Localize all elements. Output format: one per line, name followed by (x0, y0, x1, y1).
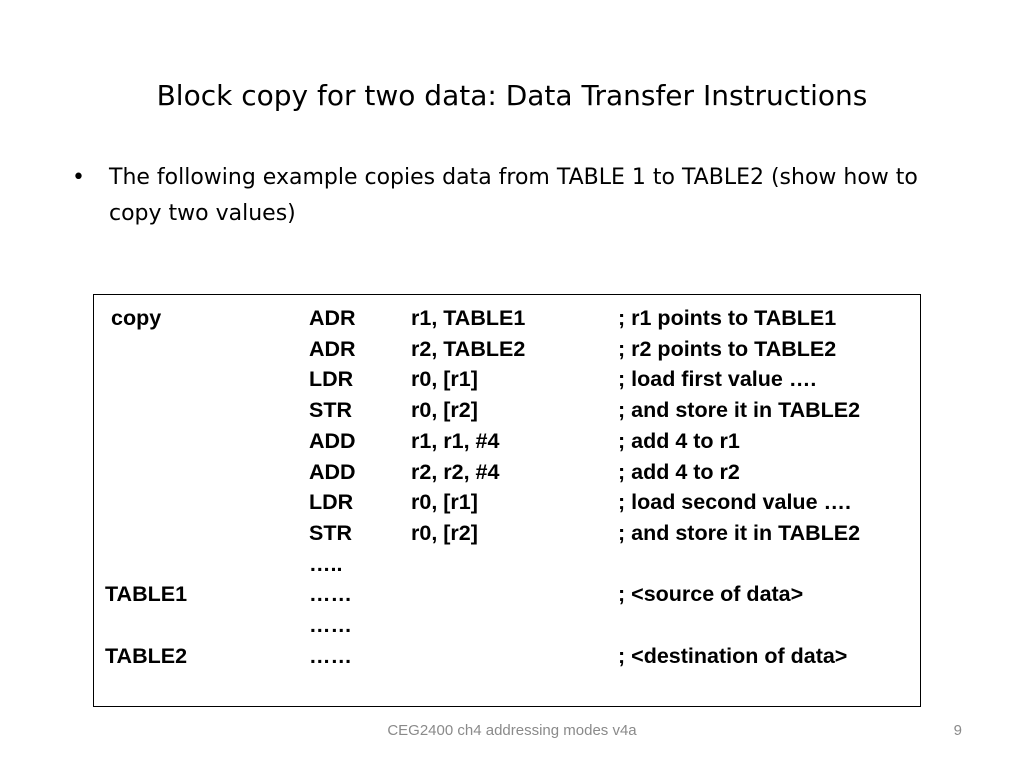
code-mnemonic: LDR (309, 490, 354, 515)
page-number: 9 (953, 722, 962, 739)
code-line (94, 303, 920, 334)
code-line (94, 426, 920, 457)
code-mnemonic: ADR (309, 336, 356, 361)
code-line (94, 518, 920, 549)
code-comment: ; load second value …. (618, 490, 851, 515)
code-mnemonic: …… (309, 613, 352, 637)
code-comment: ; <source of data> (618, 582, 804, 607)
code-comment: ; load first value …. (618, 367, 817, 392)
code-mnemonic: ADD (309, 459, 356, 484)
code-comment: ; and store it in TABLE2 (618, 520, 861, 545)
code-mnemonic: …… (309, 582, 352, 607)
code-comment: ; add 4 to r1 (618, 428, 740, 453)
code-mnemonic: ….. (309, 551, 343, 576)
code-comment: ; r2 points to TABLE2 (618, 336, 837, 361)
code-mnemonic: STR (309, 520, 352, 545)
slide-title: Block copy for two data: Data Transfer Instructions (156, 79, 868, 112)
code-line (94, 641, 920, 672)
code-comment: ; r1 points to TABLE1 (618, 306, 837, 330)
code-line (94, 579, 920, 610)
code-operands: r0, [r1] (411, 367, 478, 392)
code-label: TABLE2 (105, 643, 188, 668)
code-operands: r1, r1, #4 (411, 428, 500, 453)
code-operands: r2, TABLE2 (411, 336, 526, 361)
code-label: copy (111, 306, 162, 330)
bullet-dot: • (72, 165, 85, 190)
bullet-item (72, 160, 942, 232)
code-operands: r2, r2, #4 (411, 459, 500, 484)
code-line (94, 364, 920, 395)
code-operands: r0, [r2] (411, 398, 478, 423)
bullet-text: The following example copies data from TABLE 1 to TABLE2 (show how to copy two values) (109, 165, 918, 226)
code-comment: ; add 4 to r2 (618, 459, 740, 484)
code-operands: r0, [r2] (411, 520, 478, 545)
code-comment: ; and store it in TABLE2 (618, 398, 861, 423)
code-line (94, 457, 920, 488)
slide-footer: CEG2400 ch4 addressing modes v4a (387, 722, 637, 739)
code-mnemonic: STR (309, 398, 352, 423)
code-mnemonic: LDR (309, 367, 354, 392)
code-operands: r1, TABLE1 (411, 306, 526, 330)
code-comment: ; <destination of data> (618, 643, 848, 668)
code-line (94, 487, 920, 518)
code-operands: r0, [r1] (411, 490, 478, 515)
code-line (94, 395, 920, 426)
code-line (94, 334, 920, 365)
code-line (94, 549, 920, 580)
code-mnemonic: ADR (309, 306, 356, 330)
code-mnemonic: ADD (309, 428, 356, 453)
code-mnemonic: …… (309, 643, 352, 668)
code-listing-box (93, 294, 921, 707)
code-line (94, 610, 920, 641)
code-label: TABLE1 (105, 582, 188, 607)
